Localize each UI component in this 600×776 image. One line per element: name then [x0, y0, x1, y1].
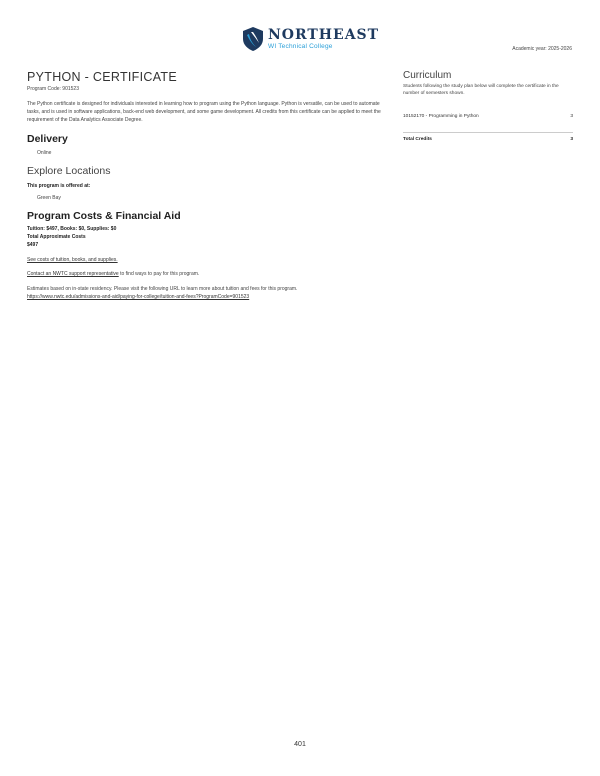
total-credits-label: Total Credits: [403, 137, 432, 142]
tuition-fees-url-link[interactable]: https://www.nwtc.edu/admissions-and-aid/paying-for-college/tuition-and-fees?ProgramCode=901523: [27, 294, 250, 300]
logo-subtitle: WI Technical College: [268, 42, 333, 50]
logo-name: NORTHEAST: [268, 26, 380, 43]
page-number: 401: [294, 741, 306, 748]
delivery-heading: Delivery: [27, 133, 68, 145]
curriculum-heading: Curriculum: [403, 70, 452, 81]
curriculum-intro: Students following the study plan below will complete the certificate in the number of semesters shown.: [403, 84, 559, 96]
contact-line: [27, 271, 387, 277]
delivery-value: Online: [37, 150, 52, 156]
academic-year: Academic year: 2025-2026: [512, 46, 572, 52]
costs-heading: Program Costs & Financial Aid: [27, 210, 181, 222]
page-title: PYTHON - CERTIFICATE: [27, 70, 177, 84]
program-description: The Python certificate is designed for individuals interested in learning how to program using the Python language. Python is versatile, can be used to automate tasks, and is used in software applications, back-end web development, and some game development. All credits from this certificate can be applied to meet the requirement of the Data Analytics Associate Degree.: [27, 101, 381, 123]
total-costs-value: $497: [27, 242, 39, 248]
offered-at-label: This program is offered at:: [27, 183, 91, 189]
college-logo: [242, 26, 379, 52]
total-credits-value: 3: [570, 137, 573, 142]
program-code: Program Code: 901523: [27, 86, 79, 92]
estimates-note: Estimates based on in-state residency. Please visit the following URL to learn more about tuition and fees for this program.: [27, 286, 298, 292]
curriculum-sidebar: [403, 70, 573, 142]
shield-logo-icon: [242, 26, 264, 52]
course-credits: 3: [570, 114, 573, 119]
program-main-column: [27, 70, 387, 300]
locations-heading: Explore Locations: [27, 165, 111, 177]
total-credits-row: [403, 132, 573, 142]
page-header: [0, 26, 600, 62]
contact-support-link[interactable]: Contact an NWTC support representative: [27, 271, 119, 277]
costs-breakdown: Tuition: $497, Books: $0, Supplies: $0: [27, 226, 117, 232]
course-name: 10152170 - Programming in Python: [403, 114, 479, 119]
contact-suffix: to find ways to pay for this program.: [118, 271, 200, 277]
location-item: Green Bay: [37, 195, 61, 201]
total-costs-label: Total Approximate Costs: [27, 234, 86, 240]
course-row: [403, 114, 573, 119]
see-costs-link[interactable]: See costs of tuition, books, and supplies.: [27, 257, 118, 263]
